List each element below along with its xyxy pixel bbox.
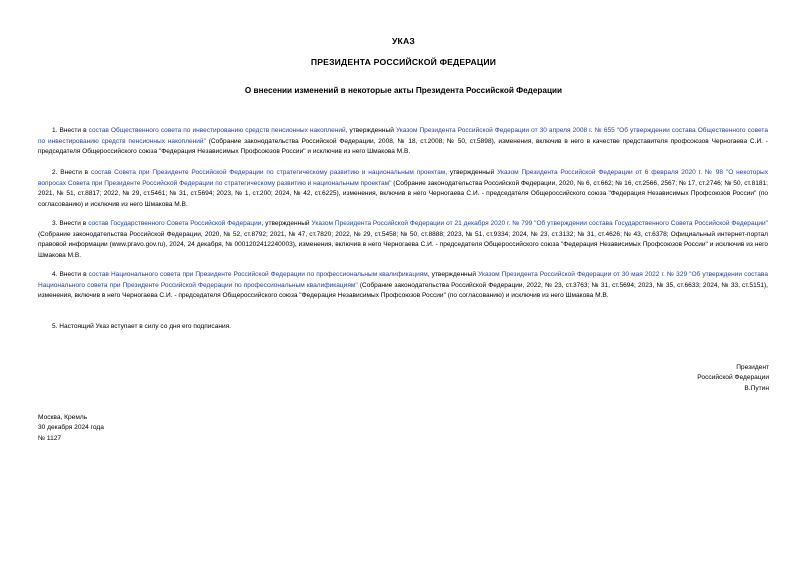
paragraph-1 [38,126,768,158]
paragraph-3 [38,219,768,261]
paragraph-text: , утвержденный [261,220,312,227]
paragraph-2 [38,168,768,210]
signature-position: Президент [736,364,769,371]
signature-name: В.Путин [744,384,769,392]
paragraph-text: , утвержденный [445,169,498,176]
paragraph-text: (Собрание законодательства Российской Федерации, 2020, № 6, ст.662; № 16, ст.2566, 2567; № 17, ст.2746; № 50, ст.8181; 2021, № 51, ст.8817; 2022, № 29, ст.5461; № 31, ст.5694; 2023, № 1, ст.200; 2024, № 42, ст.6225), изменения, включив в него Черногаева С.И. - председателя Общероссийского союза "Федерация Независимых Профсоюзов России" (по согласованию) и исключив из него Шмакова М.В. [38,179,768,208]
paragraph-text: (Собрание законодательства Российской Федерации, 2020, № 52, ст.8792; 2021, № 47, ст.7820; 2022, № 29, ст.5458; № 50, ст.8888; 2023, № 51, ст.9334; 2024, № 23, ст.3132; № 31, ст.4626; № 43, ст.6378; Официальный интернет-портал правовой информации (www.pravo.gov.ru), 2024, 24 декабря, № 0001202412240003), изменения, включив в него Черногаева С.И. - председателя Общероссийского союза "Федерация Независимых Профсоюзов России" и исключив из него Шмакова М.В. [38,230,768,259]
paragraph-text: , утвержденный [345,127,396,134]
link-council-composition[interactable]: состав Государственного Совета Российской Федерации [88,220,262,227]
paragraph-5: 5. Настоящий Указ вступает в силу со дня его подписания. [52,323,231,330]
link-council-composition[interactable]: состав Совета при Президенте Российской Федерации по стратегическому развитию и национальным проектам [91,169,446,176]
paragraph-text: 3. Внести в [52,220,89,227]
paragraph-text: 1. Внести в [52,127,89,134]
link-council-composition[interactable]: состав Национального совета при Президенте Российской Федерации по профессиональным квалификациям [88,271,428,278]
signature-block [697,363,769,394]
signing-place: Москва, Кремль [38,414,88,421]
link-decree[interactable]: Указом Президента Российской Федерации от 30 мая 2022 г. № 329 "Об утверждении состава Национального совета при Президенте Российской Федерации по профессиональным квалификациям" [38,271,768,289]
link-decree[interactable]: Указом Президента Российской Федерации от 30 апреля 2008 г. № 655 "Об утверждении состава Общественного совета по инвестированию средств пенсионных накоплений" [38,127,768,145]
document-number: № 1127 [38,434,62,442]
document-type-title: УКАЗ [392,36,415,46]
link-council-composition[interactable]: состав Общественного совета по инвестированию средств пенсионных накоплений [88,127,346,134]
paragraph-4 [38,270,768,302]
issuer-title: ПРЕЗИДЕНТА РОССИЙСКОЙ ФЕДЕРАЦИИ [310,57,497,67]
paragraph-text: 2. Внести в [52,169,91,176]
paragraph-text: (Собрание законодательства Российской Федерации, 2008, № 18, ст.2008; № 50, ст.5898), изменения, включив в него в качестве представителя профсоюзов Черногаева С.И. - председателя Общероссийского союза "Федерация Независимых Профсоюзов России" и исключив из него Шмакова М.В. [38,137,768,156]
link-decree[interactable]: Указом Президента Российской Федерации от 6 февраля 2020 г. № 98 "О некоторых вопросах Совета при Президенте Российской Федерации по стратегическому развитию и национальным проектам" [38,169,769,187]
place-date-block [38,413,104,444]
signing-date: 30 декабря 2024 года [38,424,104,432]
document-heading: О внесении изменений в некоторые акты Президента Российской Федерации [244,86,563,95]
paragraph-text: 4. Внести в [52,271,89,278]
link-decree[interactable]: Указом Президента Российской Федерации от 21 декабря 2020 г. № 799 "Об утверждении состава Государственного Совета Российской Федерации" [311,220,768,227]
signature-country: Российской Федерации [697,374,769,382]
paragraph-text: (Собрание законодательства Российской Федерации, 2022, № 23, ст.3763; № 31, ст.5694; 2023, № 35, ст.6633; 2024, № 33, ст.5151), изменения, включив в него Черногаева С.И. - председателя Общероссийского союза "Федерация Независимых Профсоюзов России" (по согласованию) и исключив из него Шмакова М.В. [38,281,768,300]
paragraph-text: , утвержденный [427,271,479,278]
